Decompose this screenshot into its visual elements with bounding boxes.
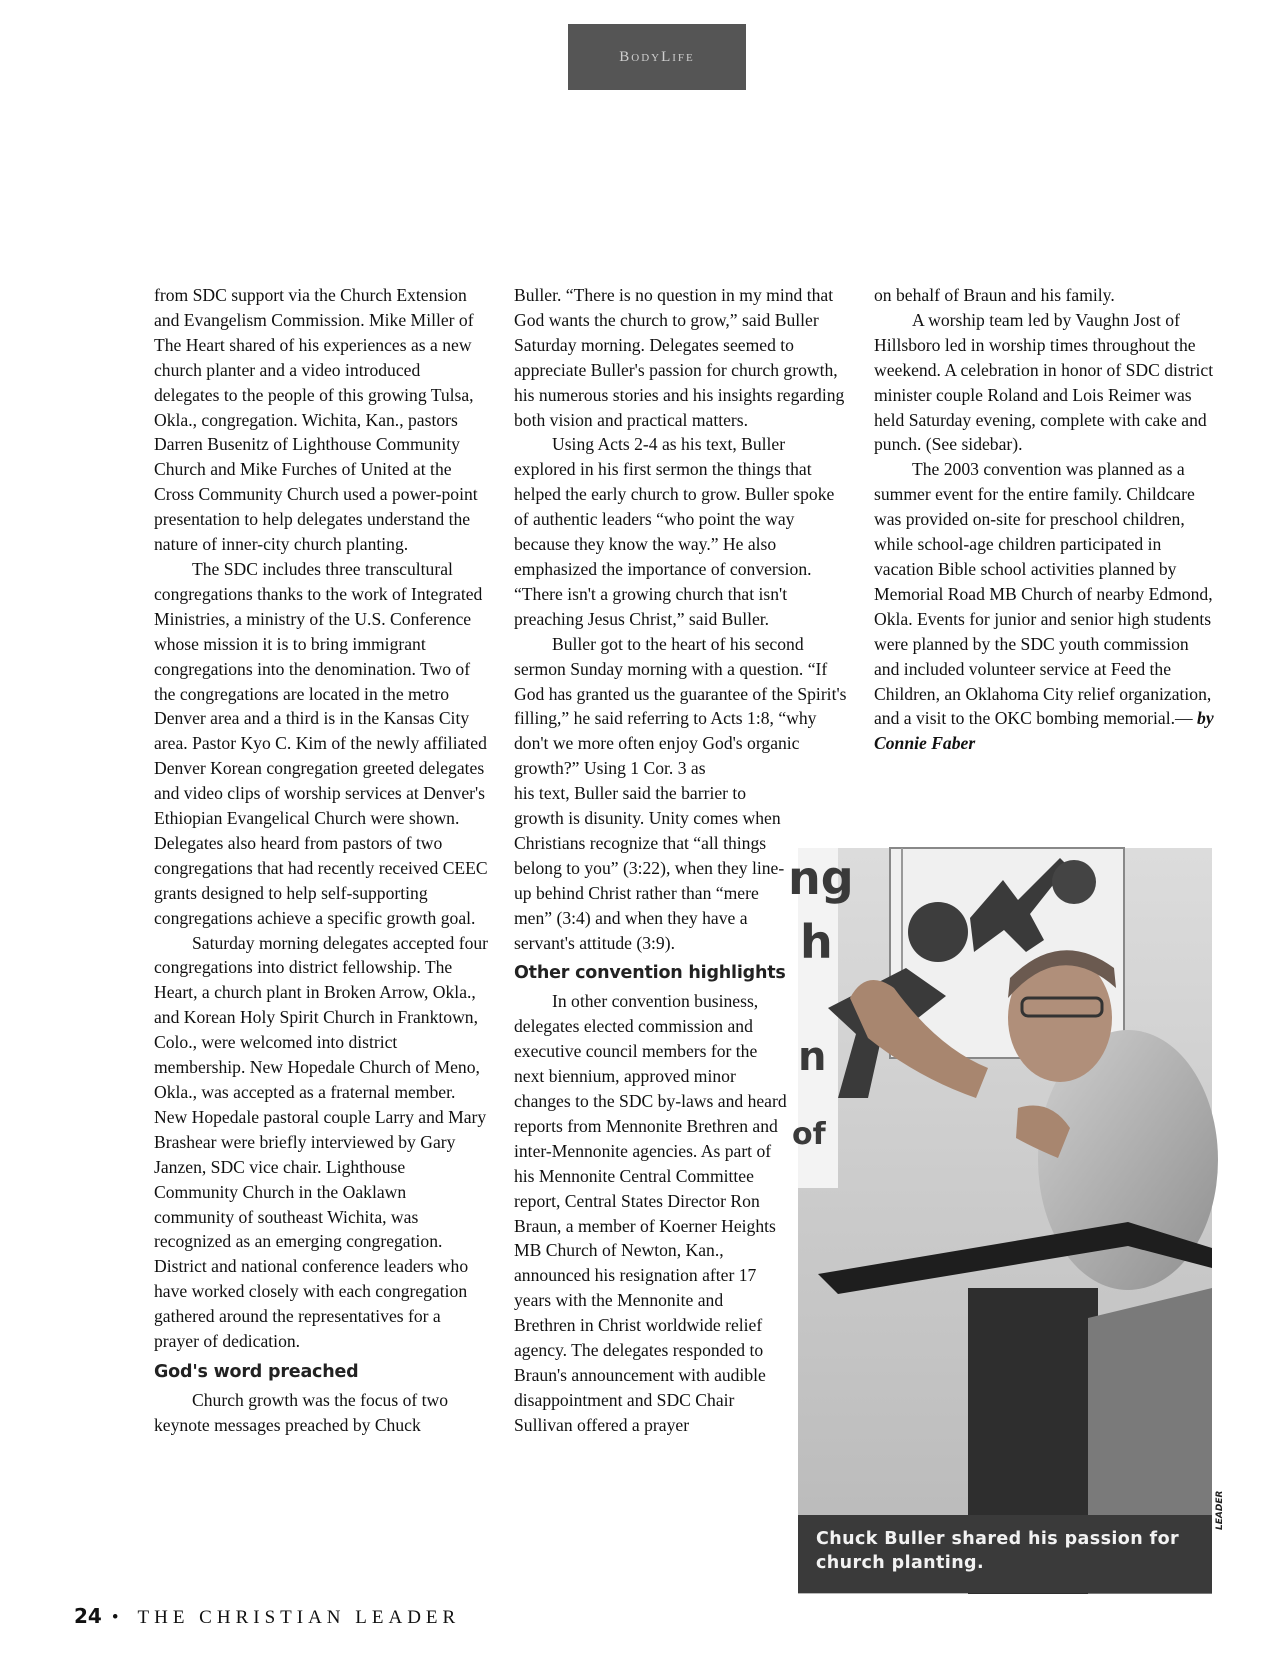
article-column-1 [154,283,489,1438]
photo-credit: LEADER [1215,1490,1225,1530]
byline: by Connie Faber [874,708,1214,754]
section-heading: God's word preached [154,1361,359,1382]
wrapped-text-block [514,781,788,1438]
paragraph-text: The 2003 convention was planned as a summer event for the entire family. Childcare was provided on-site for preschool children, while school-age children participated in vacation Bible school activities planned by Memorial Road MB Church of nearby Edmond, Okla. Events for junior and senior high students were planned by the SDC youth commission and included volunteer service at Feed the Children, an Oklahoma City relief organization, and a visit to the OKC bombing memorial.— [874,459,1213,729]
page-number: 24 [74,1604,102,1628]
banner-letters-3: n [798,1034,827,1080]
section-label: BodyLife [568,24,746,90]
paragraph: on behalf of Braun and his family. [874,285,1115,305]
photo-caption: Chuck Buller shared his passion for church planting. [798,1515,1212,1593]
publication-name: THE CHRISTIAN LEADER [137,1607,461,1628]
banner-letters-2: h [800,915,833,969]
section-heading: Other convention highlights [514,963,786,984]
paragraph: The SDC includes three transcultural congregations thanks to the work of Integrated Ministries, a ministry of the U.S. Conference whose mission it is to bring immigrant congregations into the denomination. Two of the congregations are located in the metro Denver area and a third is in the Kansas City area. Pastor Kyo C. Kim of the newly affiliated Denver Korean congregation greeted delegates and video clips of worship services at Denver's Ethiopian Evangelical Church were shown. Delegates also heard from pastors of two congregations that had recently received CEEC grants designed to help self-supporting congregations achieve a specific growth goal. [154,558,488,928]
paragraph: A worship team led by Vaughn Jost of Hillsboro led in worship times throughout the weekend. A celebration in honor of SDC district minister couple Roland and Lois Reimer was held Saturday evening, complete with cake and punch. (See sidebar). [874,309,1214,455]
paragraph: Using Acts 2-4 as his text, Buller explored in his first sermon the things that helped the early church to grow. Buller spoke of authentic leaders “who point the way because they know the way.” He also emphasized the importance of conversion. “There isn't a growing church that isn't preaching Jesus Christ,” said Buller. [514,434,835,629]
paragraph: Church growth was the focus of two keynote messages preached by Chuck [154,1389,449,1435]
paragraph: Saturday morning delegates accepted four congregations into district fellowship. The Heart, a church plant in Broken Arrow, Okla., and Korean Holy Spirit Church in Franktown, Colo., were welcomed into district membership. New Hopedale Church of Meno, Okla., was accepted as a fraternal member. New Hopedale pastoral couple Larry and Mary Brashear were briefly interviewed by Gary Janzen, SDC vice chair. Lighthouse Community Church in the Oaklawn community of southeast Wichita, was recognized as an emerging congregation. District and national conference leaders who have worked closely with each congregation gathered around the representatives for a prayer of dedication. [154,932,489,1352]
photo-illustration [788,848,1212,1594]
speaker-photo [788,848,1212,1594]
paragraph: Buller. “There is no question in my mind that God wants the church to grow,” said Buller Saturday morning. Delegates seemed to appreciate Buller's passion for church growth, his numerous stories and his insights regarding both vision and practical matters. [514,285,845,430]
footer-separator: • [111,1607,124,1628]
paragraph: his text, Buller said the barrier to growth is disunity. Unity comes when Christians recognize that “all things belong to you” (3:22), when they line-up behind Christ rather than “mere men” (3:4) and when they have a servant's attitude (3:9). [514,783,785,953]
paragraph: Buller got to the heart of his second sermon Sunday morning with a question. “If God has granted us the guarantee of the Spirit's filling,” he said referring to Acts 1:8, “why don't we more often enjoy God's organic growth?” Using 1 Cor. 3 as [514,633,847,779]
page-footer [74,1604,460,1628]
banner-letters-1: ng [788,851,854,905]
paragraph [874,457,1214,756]
article-column-3 [874,283,1214,756]
paragraph: from SDC support via the Church Extension and Evangelism Commission. Mike Miller of The Heart shared of his experiences as a new church planter and a video introduced delegates to the people of this growing Tulsa, Okla., congregation. Wichita, Kan., pastors Darren Busenitz of Lighthouse Community Church and Mike Furches of United at the Cross Community Church used a power-point presentation to help delegates understand the nature of inner-city church planting. [154,285,478,555]
paragraph: In other convention business, delegates elected commission and executive council members for the next biennium, approved minor changes to the SDC by-laws and heard reports from Mennonite Brethren and inter-Mennonite agencies. As part of his Mennonite Central Committee report, Central States Director Ron Braun, a member of Koerner Heights MB Church of Newton, Kan., announced his resignation after 17 years with the Mennonite and Brethren in Christ worldwide relief agency. The delegates responded to Braun's announcement with audible disappointment and SDC Chair Sullivan offered a prayer [514,991,787,1435]
banner-letters-4: of [792,1117,826,1152]
